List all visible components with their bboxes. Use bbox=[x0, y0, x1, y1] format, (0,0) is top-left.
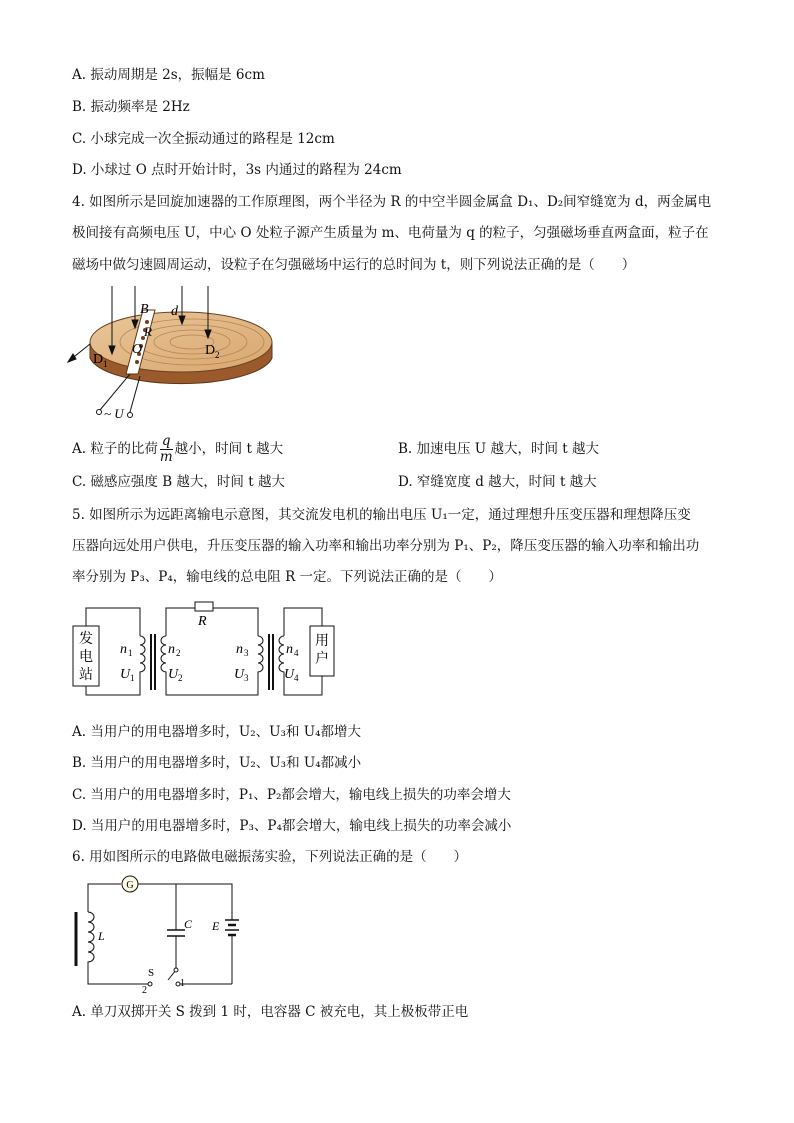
label-U2-sub: 2 bbox=[178, 673, 183, 683]
label-n2: n bbox=[168, 642, 175, 657]
charge-mass-fraction bbox=[160, 434, 173, 465]
q5-option-b: B. 当用户的用电器增多时，U₂、U₃和 U₄都减小 bbox=[72, 755, 362, 771]
label-U4: U bbox=[284, 667, 295, 682]
station-char-1: 发 bbox=[79, 632, 93, 647]
label-D1-sub: 1 bbox=[103, 359, 108, 369]
q5-stem-line2: 压器向远处用户供电，升压变压器的输入功率和输出功率分别为 P₁、P₂，降压变压器的输入功率和输出功 bbox=[72, 538, 700, 554]
label-B: B bbox=[140, 302, 149, 317]
q5-stem-line3: 率分别为 P₃、P₄，输电线的总电阻 R 一定。下列说法正确的是（ ） bbox=[72, 569, 503, 585]
q4-option-a bbox=[72, 432, 283, 466]
label-D2: D bbox=[205, 343, 216, 358]
lc-circuit-figure bbox=[66, 872, 256, 994]
q5-option-c: C. 当用户的用电器增多时，P₁、P₂都会增大，输电线上损失的功率会增大 bbox=[72, 787, 511, 803]
q4-option-d: D. 窄缝宽度 d 越大，时间 t 越大 bbox=[398, 474, 597, 490]
fraction-numerator: q bbox=[160, 434, 173, 450]
label-G: G bbox=[126, 880, 134, 891]
q3-option-d: D. 小球过 O 点时开始计时，3s 内通过的路程为 24cm bbox=[72, 162, 402, 178]
cyclotron-figure bbox=[60, 282, 280, 424]
fraction-denominator: m bbox=[159, 449, 173, 465]
coil-n2 bbox=[161, 636, 166, 678]
label-R: R bbox=[144, 324, 152, 339]
q4-stem-line1: 4. 如图所示是回旋加速器的工作原理图，两个半径为 R 的中空半圆金属盒 D₁、D₂间窄缝宽为 d，两金属电 bbox=[72, 194, 712, 210]
label-n4: n bbox=[286, 642, 293, 657]
label-D2-sub: 2 bbox=[215, 350, 220, 360]
label-1: 1 bbox=[180, 978, 185, 989]
transmission-figure bbox=[70, 598, 340, 702]
label-E: E bbox=[212, 919, 220, 933]
inductor-L bbox=[88, 912, 94, 980]
label-L: L bbox=[98, 929, 105, 943]
label-O: O bbox=[132, 342, 143, 357]
q4-option-a-suffix: 越小，时间 t 越大 bbox=[174, 441, 284, 457]
station-char-3: 站 bbox=[79, 668, 93, 683]
label-C: C bbox=[184, 917, 193, 931]
label-U3: U bbox=[234, 667, 245, 682]
label-n3-sub: 3 bbox=[244, 648, 249, 658]
label-S: S bbox=[148, 967, 155, 979]
station-char-2: 电 bbox=[79, 650, 93, 665]
q6-stem: 6. 用如图所示的电路做电磁振荡实验，下列说法正确的是（ ） bbox=[72, 849, 468, 865]
label-n4-sub: 4 bbox=[294, 648, 299, 658]
q4-option-a-prefix: A. 粒子的比荷 bbox=[72, 441, 158, 457]
coil-n1 bbox=[140, 636, 145, 678]
q5-stem-line1: 5. 如图所示为远距离输电示意图，其交流发电机的输出电压 U₁一定，通过理想升压变压器和理想降压变 bbox=[72, 507, 691, 523]
q4-option-c: C. 磁感应强度 B 越大，时间 t 越大 bbox=[72, 474, 285, 490]
label-U4-sub: 4 bbox=[294, 673, 299, 683]
q5-option-d: D. 当用户的用电器增多时，P₃、P₄都会增大，输电线上损失的功率会减小 bbox=[72, 818, 512, 834]
label-U1-sub: 1 bbox=[130, 673, 135, 683]
label-d: d bbox=[171, 304, 178, 319]
label-2: 2 bbox=[142, 985, 147, 994]
user-char-1: 用 bbox=[315, 634, 329, 649]
q3-option-b: B. 振动频率是 2Hz bbox=[72, 99, 190, 115]
label-n3: n bbox=[236, 642, 243, 657]
exit-arrow bbox=[68, 344, 90, 362]
q4-stem-line3: 磁场中做匀速圆周运动，设粒子在匀强磁场中运行的总时间为 t，则下列说法正确的是（ ） bbox=[72, 257, 636, 273]
label-R: R bbox=[198, 614, 207, 629]
q4-option-b: B. 加速电压 U 越大，时间 t 越大 bbox=[398, 441, 599, 457]
q3-option-a: A. 振动周期是 2s，振幅是 6cm bbox=[72, 67, 265, 83]
label-U2: U bbox=[168, 667, 179, 682]
label-n2-sub: 2 bbox=[176, 648, 181, 658]
label-U3-sub: 3 bbox=[244, 673, 249, 683]
label-U1: U bbox=[120, 667, 131, 682]
label-n1: n bbox=[120, 642, 127, 657]
label-U: ~ U bbox=[104, 406, 124, 421]
q3-option-c: C. 小球完成一次全振动通过的路程是 12cm bbox=[72, 131, 335, 147]
coil-n3 bbox=[258, 636, 263, 678]
user-char-2: 户 bbox=[315, 652, 329, 667]
q4-stem-line2: 极间接有高频电压 U，中心 O 处粒子源产生质量为 m、电荷量为 q 的粒子，匀强磁场垂直两盒面，粒子在 bbox=[72, 225, 709, 241]
q6-option-a: A. 单刀双掷开关 S 拨到 1 时，电容器 C 被充电，其上极板带正电 bbox=[72, 1004, 469, 1020]
q5-option-a: A. 当用户的用电器增多时，U₂、U₃和 U₄都增大 bbox=[72, 724, 361, 740]
label-n1-sub: 1 bbox=[128, 648, 133, 658]
resistor-R bbox=[195, 602, 213, 611]
label-D1: D bbox=[93, 352, 104, 367]
